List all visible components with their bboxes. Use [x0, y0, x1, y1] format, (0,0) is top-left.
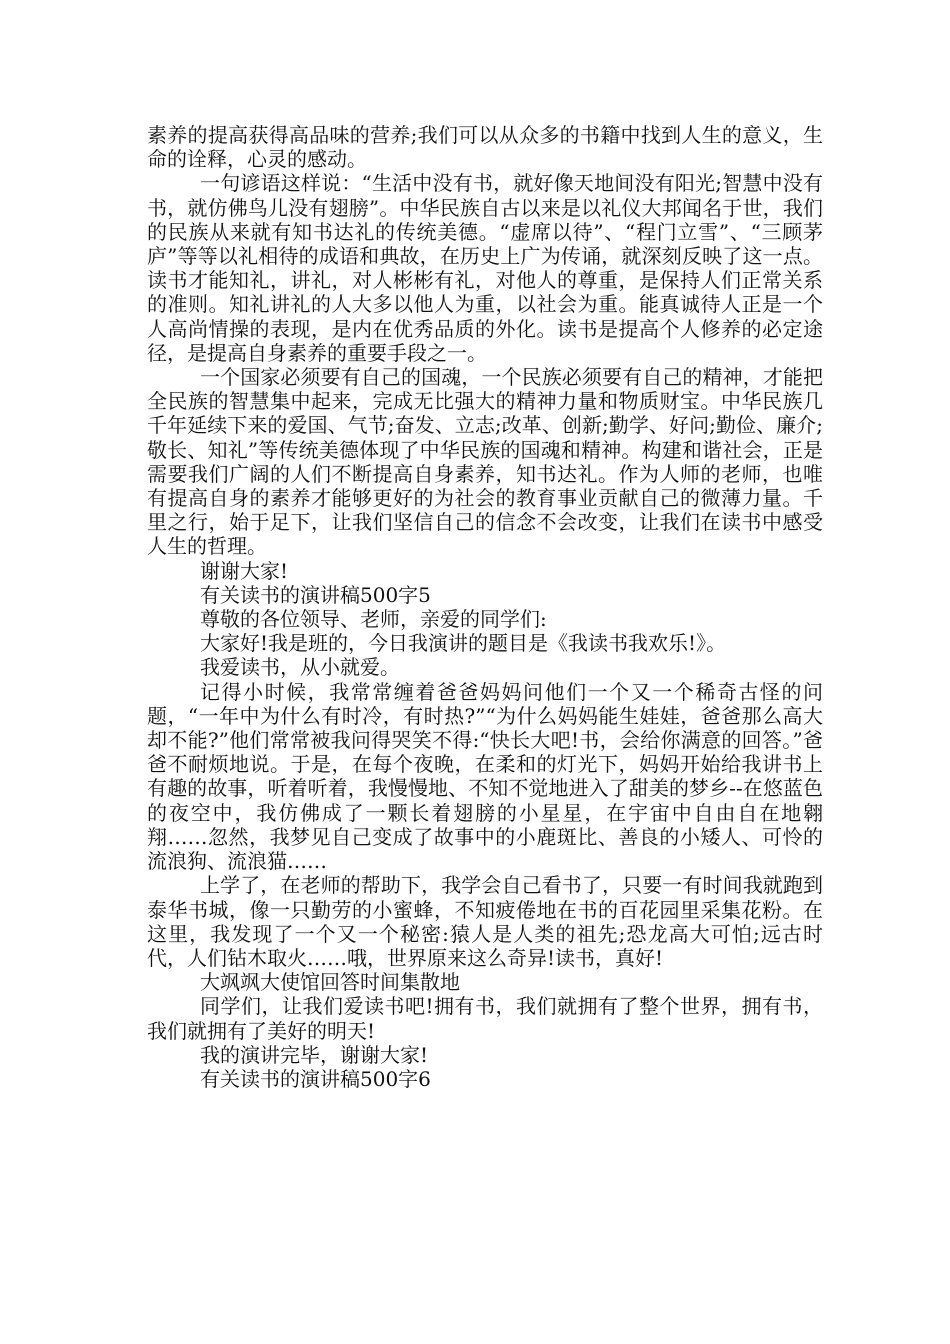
- paragraph-2: 一句谚语这样说：“生活中没有书，就好像天地间没有阳光;智慧中没有书，就仿佛鸟儿没有翅膀”。中华民族自古以来是以礼仪大邦闻名于世，我们的民族从来就有知书达礼的传统美德。“虚席以待”、“程门立雪”、“三顾茅庐”等等以礼相待的成语和典故，在历史上广为传诵，就深刻反映了这一点。读书才能知礼，讲礼，对人彬彬有礼，对他人的尊重，是保持人们正常关系的准则。知礼讲礼的人大多以他人为重，以社会为重。能真诚待人正是一个人高尚情操的表现，是内在优秀品质的外化。读书是提高个人修养的必定途径，是提高自身素养的重要手段之一。: [147, 171, 823, 365]
- stray-line: 大飒飒大使馆回答时间集散地: [200, 970, 460, 995]
- paragraph-1: 素养的提高获得高品味的营养;我们可以从众多的书籍中找到人生的意义，生命的诠释，心灵的感动。: [147, 123, 823, 172]
- salutation-line: 尊敬的各位领导、老师，亲爱的同学们:: [200, 607, 547, 632]
- paragraph-3: 一个国家必须要有自己的国魂，一个民族必须要有自己的精神，才能把全民族的智慧集中起来，完成无比强大的精神力量和物质财宝。中华民族几千年延续下来的爱国、气节;奋发、立志;改革、创新;勤学、好问;勤俭、廉介;敬长、知礼”等传统美德体现了中华民族的国魂和精神。构建和谐社会，正是需要我们广阔的人们不断提高自身素养，知书达礼。作为人师的老师，也唯有提高自身的素养才能够更好的为社会的教育事业贡献自己的微薄力量。千里之行，始于足下，让我们坚信自己的信念不会改变，让我们在读书中感受人生的哲理。: [147, 365, 823, 559]
- paragraph-school: 上学了，在老师的帮助下，我学会自己看书了，只要一有时间我就跑到泰华书城，像一只勤劳的小蜜蜂，不知疲倦地在书的百花园里采集花粉。在这里，我发现了一个又一个秘密:猿人是人类的祖先;恐龙高大可怕;远古时代，人们钻木取火……哦，世界原来这么奇异!读书，真好!: [147, 873, 823, 970]
- section-heading-5: 有关读书的演讲稿500字5: [200, 582, 431, 607]
- intro-line: 大家好!我是班的，今日我演讲的题目是《我读书我欢乐!》。: [200, 631, 727, 656]
- speech-end-line: 我的演讲完毕，谢谢大家!: [200, 1042, 429, 1067]
- paragraph-call-to-action: 同学们，让我们爱读书吧!拥有书，我们就拥有了整个世界，拥有书，我们就拥有了美好的明天!: [147, 994, 823, 1043]
- paragraph-childhood: 记得小时候，我常常缠着爸爸妈妈问他们一个又一个稀奇古怪的问题，“一年中为什么有时冷，有时热?”“为什么妈妈能生娃娃，爸爸那么高大却不能?”他们常常被我问得哭笑不得:“快长大吧!书，会给你满意的回答。”爸爸不耐烦地说。于是，在每个夜晚，在柔和的灯光下，妈妈开始给我讲书上有趣的故事，听着听着，我慢慢地、不知不觉地进入了甜美的梦乡--在悠蓝色的夜空中，我仿佛成了一颗长着翅膀的小星星，在宇宙中自由自在地翱翔……忽然，我梦见自己变成了故事中的小鹿斑比、善良的小矮人、可怜的流浪狗、流浪猫……: [147, 679, 823, 874]
- love-reading-line: 我爱读书，从小就爱。: [200, 655, 400, 680]
- document-body: [147, 123, 823, 1091]
- section-heading-6: 有关读书的演讲稿500字6: [200, 1066, 431, 1091]
- closing-thanks-line: 谢谢大家!: [200, 558, 289, 583]
